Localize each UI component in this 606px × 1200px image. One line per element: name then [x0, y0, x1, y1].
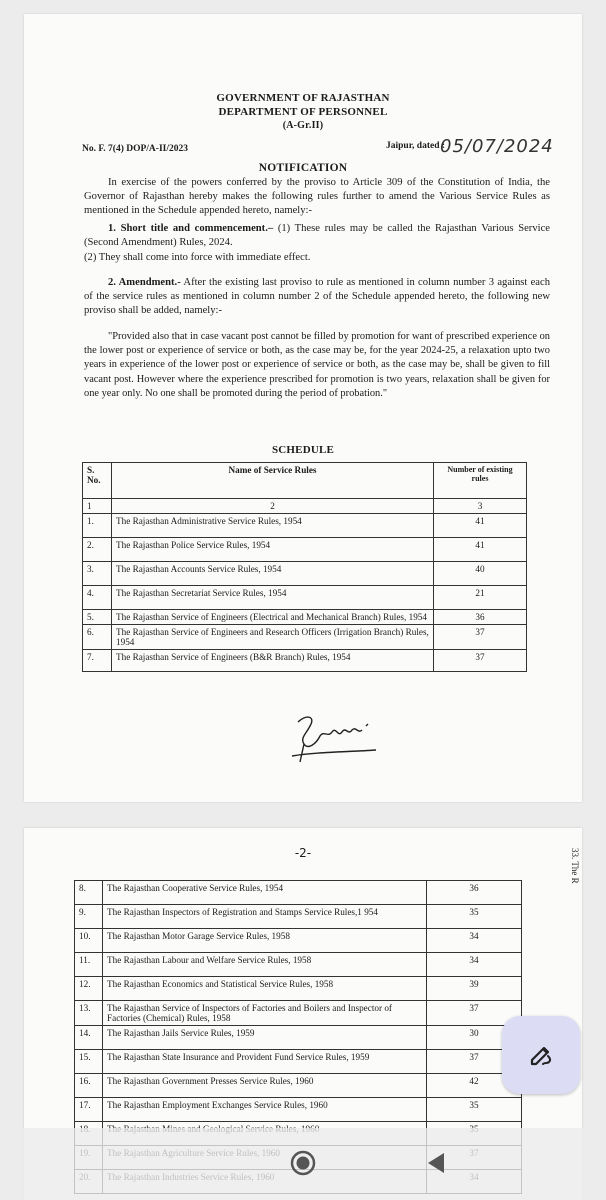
- index-cell: 2: [112, 499, 434, 514]
- row-num: 37: [434, 650, 527, 672]
- row-name: The Rajasthan Jails Service Rules, 1959: [103, 1026, 427, 1050]
- row-sno: 2.: [83, 538, 112, 562]
- table-row: [75, 1074, 522, 1098]
- proviso-text: "Provided also that in case vacant post cannot be filled by promotion for want of prescribed experience on the lower post or experience of service or both, as the case may be, for the year 2024-25, a relaxation upto two years in experience of the lower post or experience of service or both, as the case may be, shall be given to fill vacant post. However where the experience prescribed for promotion is two years, relaxation shall be given for one year only. No one shall be promoted during the period of probation.": [84, 331, 550, 399]
- table-row: [83, 650, 527, 672]
- row-num: 40: [434, 562, 527, 586]
- document-page-1: [24, 14, 582, 802]
- row-num: 34: [427, 929, 522, 953]
- row-name: The Rajasthan Administrative Service Rules, 1954: [112, 514, 434, 538]
- row-sno: 6.: [83, 625, 112, 650]
- index-cell: 3: [434, 499, 527, 514]
- row-sno: 17.: [75, 1098, 103, 1122]
- section-1-sub: (2) They shall come into force with immediate effect.: [84, 252, 311, 263]
- intro-text: In exercise of the powers conferred by the proviso to Article 309 of the Constitution of India, the Governor of Rajasthan hereby makes the following rules further to amend the Various Service Rules as mentioned in the Schedule appended hereto, namely:-: [84, 177, 550, 217]
- row-name: The Rajasthan Cooperative Service Rules, 1954: [103, 881, 427, 905]
- row-sno: 3.: [83, 562, 112, 586]
- row-num: 42: [427, 1074, 522, 1098]
- section-2-text: After the existing last proviso to rule as mentioned in column number 3 against each of the service rules as mentioned in column number 2 of the Schedule appended hereto, the following new proviso shall be added, namely:-: [84, 277, 551, 317]
- notification-title: NOTIFICATION: [258, 162, 348, 174]
- row-name: The Rajasthan Service of Inspectors of Factories and Boilers and Inspector of Factories (Chemical) Rules, 1958: [103, 1001, 427, 1026]
- notification-number: No. F. 7(4) DOP/A-II/2023: [82, 144, 188, 154]
- row-num: 37: [434, 625, 527, 650]
- table-row: [75, 905, 522, 929]
- row-sno: 11.: [75, 953, 103, 977]
- proviso-paragraph: [84, 330, 550, 401]
- table-row: [75, 881, 522, 905]
- home-circle-icon: [288, 1148, 318, 1178]
- row-name: The Rajasthan Service of Engineers and Research Officers (Irrigation Branch) Rules, 1954: [112, 625, 434, 650]
- table-row: [83, 562, 527, 586]
- table-row: [75, 953, 522, 977]
- row-num: 41: [434, 514, 527, 538]
- row-sno: 16.: [75, 1074, 103, 1098]
- table-row: [75, 929, 522, 953]
- row-name: The Rajasthan Motor Garage Service Rules, 1958: [103, 929, 427, 953]
- schedule-title: SCHEDULE: [271, 444, 335, 456]
- row-num: 21: [434, 586, 527, 610]
- home-button[interactable]: [288, 1148, 318, 1178]
- row-name: The Rajasthan Labour and Welfare Service Rules, 1958: [103, 953, 427, 977]
- row-name: The Rajasthan Accounts Service Rules, 1954: [112, 562, 434, 586]
- row-sno: 5.: [83, 610, 112, 625]
- table-index-row: [83, 499, 527, 514]
- header-line-3: (A-Gr.II): [282, 120, 324, 131]
- col-num-header: Number of existing rules: [434, 463, 527, 499]
- section-2-heading: 2. Amendment.-: [108, 277, 181, 288]
- row-sno: 8.: [75, 881, 103, 905]
- row-num: 37: [427, 1001, 522, 1026]
- row-num: 41: [434, 538, 527, 562]
- row-num: 36: [434, 610, 527, 625]
- row-sno: 13.: [75, 1001, 103, 1026]
- row-num: 37: [427, 1050, 522, 1074]
- back-triangle-icon: [422, 1148, 452, 1178]
- row-sno: 4.: [83, 586, 112, 610]
- section-1-text: (1) These rules may be called the Rajasthan Various Service (Second Amendment) Rules, 2024.: [84, 223, 550, 249]
- section-2-paragraph: [84, 276, 550, 319]
- row-sno: 14.: [75, 1026, 103, 1050]
- intro-paragraph: [84, 176, 550, 219]
- col-name-header: Name of Service Rules: [112, 463, 434, 499]
- row-num: 30: [427, 1026, 522, 1050]
- handwritten-date: 05/07/2024: [440, 136, 554, 157]
- table-row: [75, 1026, 522, 1050]
- row-name: The Rajasthan Employment Exchanges Service Rules, 1960: [103, 1098, 427, 1122]
- col-sno-header: S. No.: [83, 463, 112, 499]
- row-num: 39: [427, 977, 522, 1001]
- row-num: 35: [427, 1098, 522, 1122]
- page-number: -2-: [294, 846, 312, 860]
- row-name: The Rajasthan Government Presses Service Rules, 1960: [103, 1074, 427, 1098]
- schedule-table: [82, 462, 527, 672]
- row-num: 34: [427, 953, 522, 977]
- dated-label: Jaipur, dated :: [386, 141, 446, 151]
- table-row: [83, 586, 527, 610]
- row-num: 35: [427, 905, 522, 929]
- row-sno: 1.: [83, 514, 112, 538]
- row-name: The Rajasthan Inspectors of Registration and Stamps Service Rules,1 954: [103, 905, 427, 929]
- table-row: [75, 977, 522, 1001]
- section-1-heading: 1. Short title and commencement.–: [108, 223, 274, 234]
- header-line-1: GOVERNMENT OF RAJASTHAN: [216, 92, 390, 104]
- table-row: [75, 1098, 522, 1122]
- table-row: [83, 625, 527, 650]
- table-row: [75, 1050, 522, 1074]
- table-row: [75, 1001, 522, 1026]
- side-text-label: 33. The R: [570, 848, 580, 884]
- row-name: The Rajasthan Secretariat Service Rules, 1954: [112, 586, 434, 610]
- index-cell: 1: [83, 499, 112, 514]
- section-1-paragraph: [84, 222, 550, 250]
- edit-fab-button[interactable]: [502, 1016, 580, 1094]
- header-line-2: DEPARTMENT OF PERSONNEL: [218, 106, 388, 118]
- row-sno: 10.: [75, 929, 103, 953]
- row-num: 36: [427, 881, 522, 905]
- row-name: The Rajasthan Economics and Statistical Service Rules, 1958: [103, 977, 427, 1001]
- table-header-row: [83, 463, 527, 499]
- side-page-edge-text: [558, 846, 598, 906]
- row-sno: 12.: [75, 977, 103, 1001]
- row-name: The Rajasthan State Insurance and Provident Fund Service Rules, 1959: [103, 1050, 427, 1074]
- row-name: The Rajasthan Police Service Rules, 1954: [112, 538, 434, 562]
- table-row: [83, 514, 527, 538]
- edit-pen-icon: [526, 1040, 556, 1070]
- row-sno: 7.: [83, 650, 112, 672]
- table-row: [83, 538, 527, 562]
- table-row: [83, 610, 527, 625]
- row-sno: 9.: [75, 905, 103, 929]
- row-name: The Rajasthan Service of Engineers (B&R Branch) Rules, 1954: [112, 650, 434, 672]
- signature: [286, 712, 386, 764]
- row-sno: 15.: [75, 1050, 103, 1074]
- row-name: The Rajasthan Service of Engineers (Electrical and Mechanical Branch) Rules, 1954: [112, 610, 434, 625]
- back-button[interactable]: [422, 1148, 452, 1178]
